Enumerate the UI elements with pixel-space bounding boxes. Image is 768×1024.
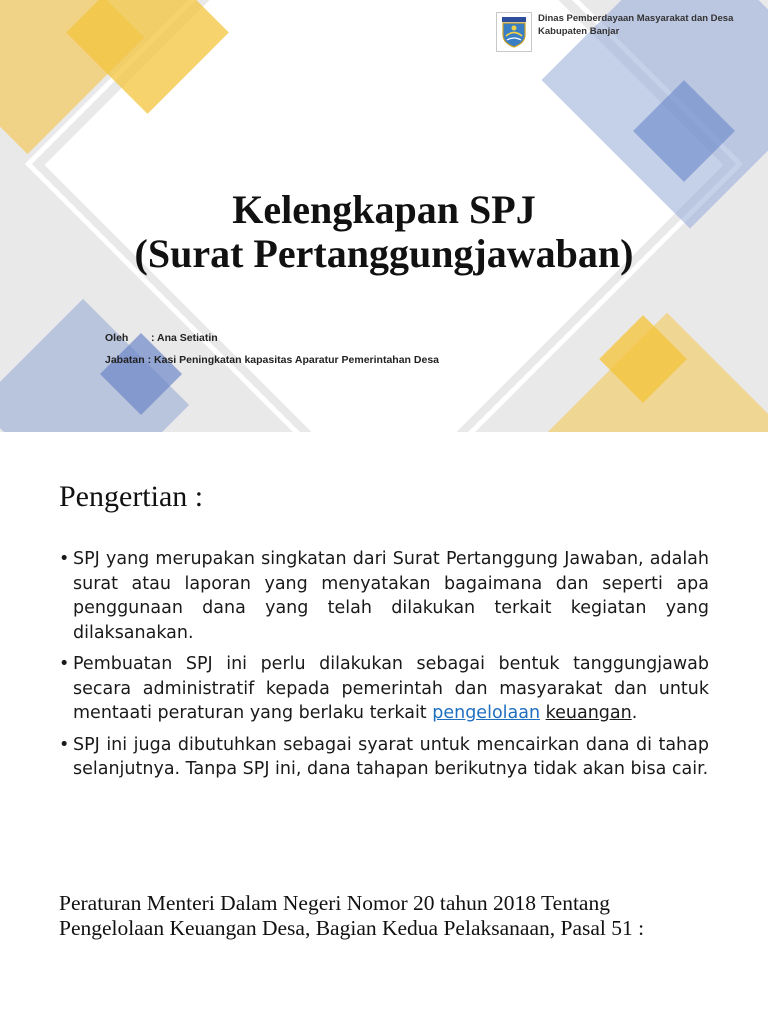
title-slide [0, 0, 768, 432]
organization-name-line2: Kabupaten Banjar [538, 26, 620, 37]
position-value: : Kasi Peningkatan kapasitas Aparatur Pemerintahan Desa [147, 354, 439, 366]
author-label: Oleh [105, 332, 129, 344]
bullet-icon: • [59, 734, 70, 755]
position-row [105, 349, 439, 371]
bullet-icon: • [59, 549, 70, 569]
author-value: : Ana Setiatin [151, 332, 218, 344]
list-item-end: . [631, 703, 638, 723]
slide-title-line1: Kelengkapan SPJ [232, 187, 536, 232]
list-item-text: Pembuatan SPJ ini perlu dilakukan sebagai bentuk tanggungjawab secara administratif kepada pemerintah dan masyarakat dan untuk mentaati peraturan yang berlaku terkait [73, 654, 709, 723]
cut-off-text-line [59, 1016, 709, 1024]
presenter-info [105, 327, 439, 371]
organization-header [496, 12, 733, 52]
regency-logo-icon [496, 12, 532, 52]
regulation-reference: Peraturan Menteri Dalam Negeri Nomor 20 tahun 2018 Tentang Pengelolaan Keuangan Desa, Bagian Kedua Pelaksanaan, Pasal 51 : [59, 891, 645, 940]
organization-name [538, 12, 733, 38]
content-slide [0, 432, 768, 1024]
list-item-text: SPJ ini juga dibutuhkan sebagai syarat untuk mencairkan dana di tahap selanjutnya. Tanpa SPJ ini, dana tahapan berikutnya tidak akan bisa cair. [73, 734, 709, 779]
list-item [59, 733, 709, 782]
pengelolaan-link[interactable]: pengelolaan [432, 703, 541, 723]
organization-name-line1: Dinas Pemberdayaan Masyarakat dan Desa [538, 13, 734, 24]
author-row [105, 327, 439, 349]
section-heading: Pengertian : [59, 480, 204, 513]
list-item [59, 652, 709, 726]
list-item-text: SPJ yang merupakan singkatan dari Surat Pertanggung Jawaban, adalah surat atau laporan yang menyatakan bagaimana dan seperti apa penggunaan dana yang telah dilakukan terkait kegiatan yang dilaksanakan. [73, 549, 709, 643]
keuangan-underlined: keuangan [545, 703, 632, 723]
slide-title [0, 188, 768, 276]
position-label: Jabatan [105, 354, 145, 366]
bullet-icon: • [59, 654, 70, 674]
definition-list [59, 547, 709, 789]
slide-title-line2: (Surat Pertanggungjawaban) [134, 231, 634, 276]
list-item [59, 547, 709, 645]
